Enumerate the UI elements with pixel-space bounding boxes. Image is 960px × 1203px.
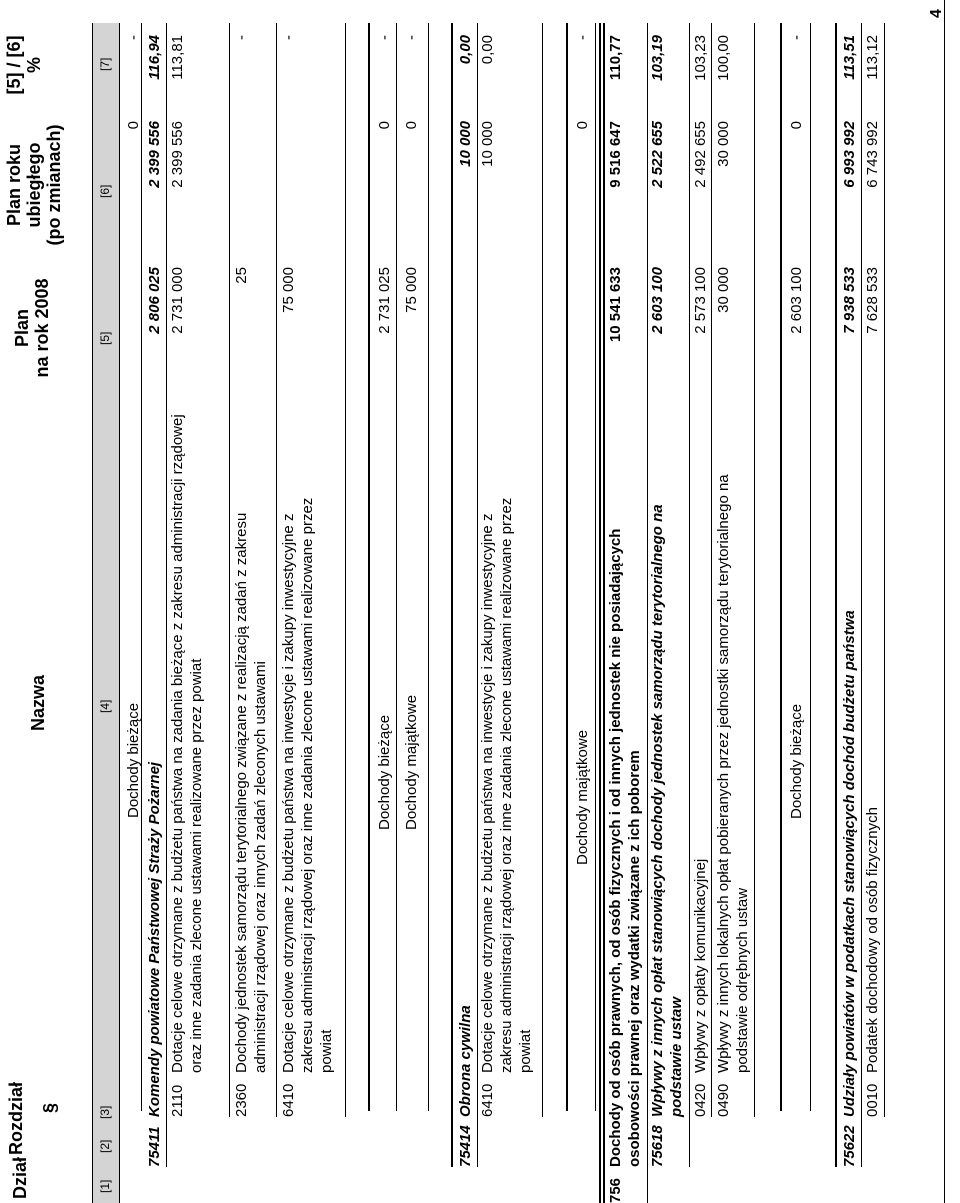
row-label: Udziały powiatów w podatkach stanowiących dochód budżetu państwa [841,610,858,1117]
row-pct: - [233,35,250,40]
row-label: Wpływy z innych lokalnych opłat pobieranych przez jednostki samorządu terytorialnego na podstawie odrębnych ustaw [715,474,751,1073]
divider [603,23,605,1203]
row-label: Dochody majątkowe [574,729,591,865]
row-prev: 2 399 556 [146,121,163,188]
row-label: Obrona cywilna [457,1005,474,1117]
row-pct: 113,12 [864,35,881,80]
divider [451,23,453,1167]
row-label: Dochody bieżące [125,702,142,818]
divider [345,23,346,1117]
row-code: 6410 [280,1083,297,1117]
row-prev: 2 522 655 [649,121,666,188]
table-header [0,23,92,1203]
header-plan: Plan na rok 2008 [12,278,52,378]
row-pct: 103,23 [692,35,709,81]
row-pct: 100,00 [715,35,732,81]
index-5: [5] [98,331,112,345]
row-label: Dochody bieżące [788,703,805,819]
row-plan: 10 541 633 [607,267,624,343]
row-prev: 0 [574,121,591,130]
divider [396,23,397,1111]
divider [780,23,782,1111]
row-plan: 2 603 100 [788,267,805,334]
row-pct: - [403,35,420,40]
row-label: Dotacje celowe otrzymane z budżetu państwa na inwestycje i zakupy inwestycyjne z zakresu administracji rządowej oraz inne zadania zlecone ustawami realizowane przez powiat [479,497,534,1073]
row-pct: 103,19 [649,35,666,81]
divider [229,23,230,1117]
divider [566,23,568,1111]
row-pct: - [574,35,591,40]
row-pct: - [788,35,805,40]
row-label: Dochody jednostek samorządu terytorialnego związane z realizacją zadań z zakresu administracji rządowej oraz innych zadań zleconych ustawami [233,512,269,1073]
page-number: 4 [928,9,945,18]
header-ratio: [5] / [6] % [4,35,44,95]
index-2: [2] [98,1139,112,1153]
footer-rule [944,0,945,1203]
row-plan: 7 628 533 [864,267,881,334]
column-index-row [92,23,120,1203]
row-prev: 0 [788,121,805,130]
index-6: [6] [98,184,112,198]
index-1: [1] [98,1179,112,1193]
divider [368,23,370,1111]
row-pct: 116,94 [146,35,163,80]
divider [166,23,167,1167]
row-prev: 0 [376,121,393,130]
divider [711,23,712,1117]
divider [428,23,429,1111]
row-code: 75622 [841,1125,858,1167]
row-pct: - [280,35,297,40]
row-prev: 10 000 [457,121,474,167]
row-pct: 113,51 [841,35,858,80]
row-pct: - [125,35,142,40]
row-plan: 30 000 [715,267,732,313]
header-paragraf: § [40,1102,60,1113]
divider [595,23,596,1111]
row-label: Wpływy z innych opłat stanowiących dochody jednostek samorządu terytorialnego na podstawie ustaw [649,504,685,1117]
index-3: [3] [98,1105,112,1119]
row-prev: 2 492 655 [692,121,709,188]
divider [810,23,811,1111]
divider [835,23,837,1167]
row-code: 75618 [649,1125,666,1167]
row-prev: 0 [403,121,420,130]
row-plan: 7 938 533 [841,267,858,334]
row-code: 75411 [146,1126,163,1167]
row-code: 0010 [864,1083,881,1117]
index-4: [4] [98,699,112,713]
row-plan: 2 806 025 [146,267,163,334]
row-plan: 2 731 025 [376,267,393,334]
row-label: Wpływy z opłaty komunikacyjnej [692,858,709,1073]
divider [689,23,690,1167]
row-prev: 6 993 992 [841,121,858,188]
header-prev-plan: Plan roku ubiegłego (po zmianach) [4,124,64,246]
divider [599,23,601,1203]
divider [754,23,755,1117]
row-code: 75414 [457,1125,474,1167]
row-code: 0490 [715,1083,732,1117]
divider [884,23,885,1117]
row-pct: 113,81 [169,35,186,80]
header-rozdzial: Rozdział [6,1081,26,1155]
row-prev: 0 [125,121,142,130]
row-prev: 2 399 556 [169,121,186,188]
row-plan: 2 573 100 [692,267,709,334]
row-plan: 25 [233,267,250,284]
row-label: Dotacje celowe otrzymane z budżetu państwa na zadania bieżące z zakresu administracji rządowej oraz inne zadania zlecone ustawami realizowane przez powiat [169,414,205,1073]
header-dzial: Dział [10,1156,30,1199]
row-label: Dochody majątkowe [403,694,420,830]
row-code: 6410 [479,1083,496,1117]
row-plan: 2 731 000 [169,267,186,334]
row-prev: 9 516 647 [607,121,624,188]
row-code: 2110 [169,1084,186,1117]
row-plan: 75 000 [403,267,420,313]
row-label: Komendy powiatowe Państwowej Straży Pożarnej [146,761,163,1117]
divider [276,23,277,1117]
row-code: 0420 [692,1083,709,1117]
row-pct: - [376,35,393,40]
row-prev: 6 743 992 [864,121,881,188]
header-nazwa: Nazwa [28,674,48,732]
row-prev: 30 000 [715,121,732,167]
row-prev: 10 000 [479,121,496,167]
index-7: [7] [98,57,112,71]
row-label: Dochody od osób prawnych, od osób fizycznych i od innych jednostek nie posiadających osobowości prawnej oraz wydatki związane z ich poborem [607,528,643,1167]
row-label: Dochody bieżące [376,714,393,830]
row-plan: 75 000 [280,267,297,313]
divider [861,23,862,1167]
row-pct: 110,77 [607,35,624,81]
row-label: Podatek dochodowy od osób fizycznych [864,807,881,1073]
divider [141,23,142,1111]
row-plan: 2 603 100 [649,267,666,334]
row-pct: 0,00 [457,35,474,65]
row-pct: 0,00 [479,35,496,65]
divider [542,23,543,1117]
row-code: 2360 [233,1083,250,1117]
row-code: 756 [607,1177,624,1203]
row-label: Dotacje celowe otrzymane z budżetu państwa na inwestycje i zakupy inwestycyjne z zakresu administracji rządowej oraz inne zadania zlecone ustawami realizowane przez powiat [280,497,335,1073]
